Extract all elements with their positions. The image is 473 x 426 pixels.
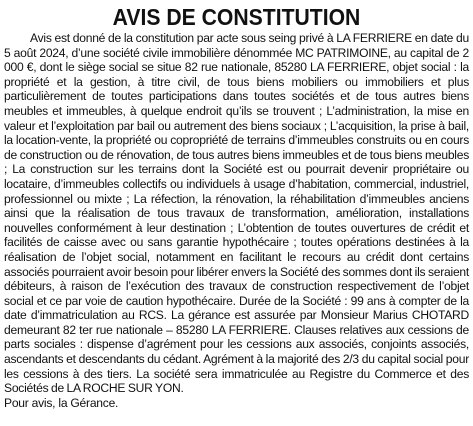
notice-signature: Pour avis, la Gérance.: [4, 395, 119, 410]
notice-title: AVIS DE CONSTITUTION: [112, 4, 361, 30]
legal-notice: [4, 4, 469, 410]
notice-body: Avis est donné de la constitution par acte sous seing privé à LA FERRIERE en date du 5 août 2024, d’une société civile immobilière dénommée MC PATRIMOINE, au capital de 2 000 €, dont le siège social se situe 82 rue nationale, 85280 LA FERRIERE, objet social : la propriété et la gestion, à titre civil, de tous biens mobiliers ou immobiliers et plus particulièrement de toutes participations dans toutes sociétés et de tous autres biens meubles et immeubles, à quelque endroit qu’ils se trouvent ; L’administration, la mise en valeur et l’exploitation par bail ou autrement des biens sociaux ; L’acquisition, la prise à bail, la location-vente, la propriété ou copropriété de terrains d’immeubles construits ou en cours de construction ou de rénovation, de tous autres biens immeubles et de tous biens meubles ; La construction sur les terrains dont la Société est ou pourrait devenir propriétaire ou locataire, d’immeubles collectifs ou individuels à usage d’habitation, commercial, industriel, professionnel ou mixte ; La réfection, la rénovation, la réhabilitation d’immeubles anciens ainsi que la réalisation de tous travaux de transformation, amélioration, installations nouvelles conformément à leur destination ; L’obtention de toutes ouvertures de crédit et facilités de caisse avec ou sans garantie hypothécaire ; toutes opérations destinées à la réalisation de l’objet social, notamment en facilitant le recours au crédit dont certains associés pourraient avoir besoin pour libérer envers la Société des sommes dont ils seraient débiteurs, à raison de l’exécution des travaux de construction respectivement de l’objet social et ce par voie de caution hypothécaire. Durée de la Société : 99 ans à compter de la date d’immatriculation au RCS. La gérance est assurée par Monsieur Marius CHOTARD demeurant 82 ter rue nationale – 85280 LA FERRIERE. Clauses relatives aux cessions de parts sociales : dispense d’agrément pour les cessions aux associés, conjoints associés, ascendants et descendants du cédant. Agrément à la majorité des 2/3 du capital social pour les cessions à des tiers. La société sera immatriculée au Registre du Commerce et des Sociétés de LA ROCHE SUR YON.: [4, 31, 469, 396]
